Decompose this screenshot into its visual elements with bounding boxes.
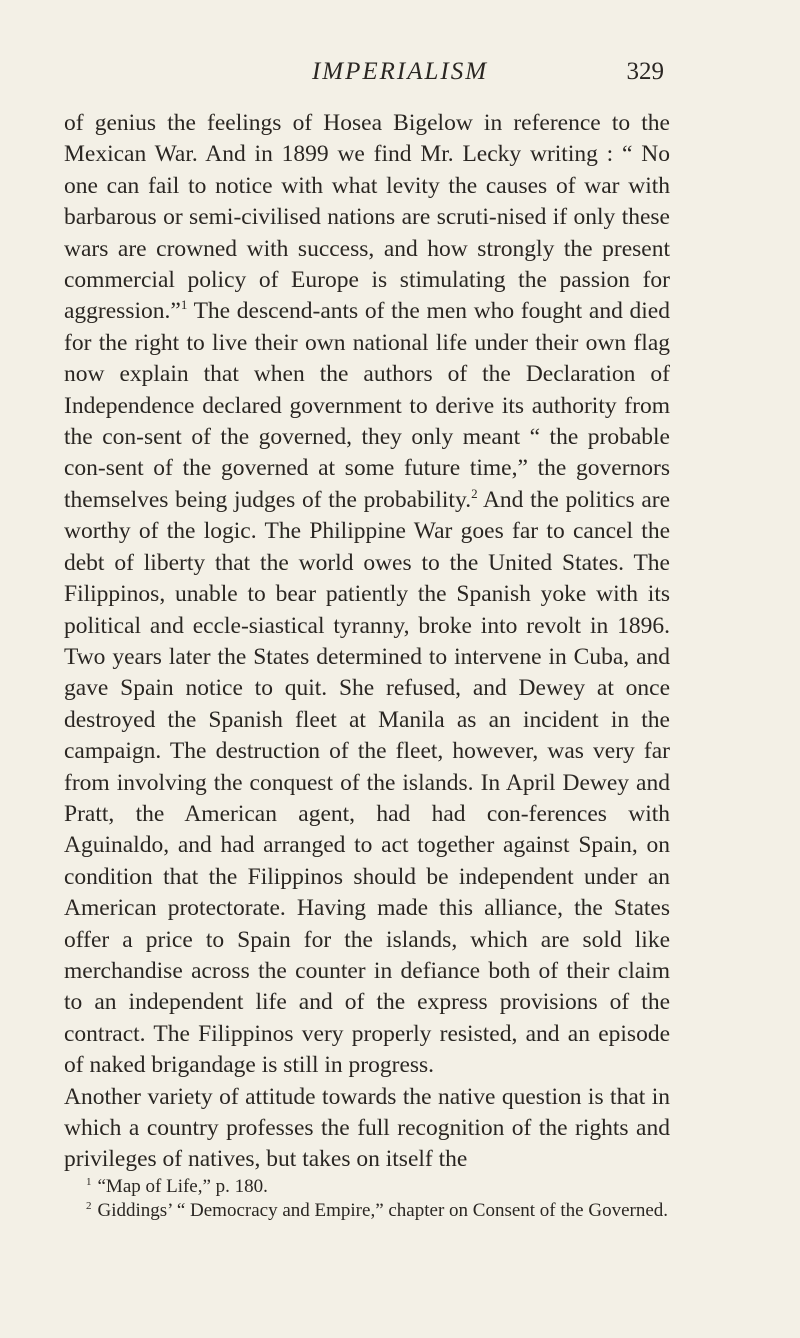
footnotes <box>64 1175 670 1222</box>
paragraph-text: The descend-ants of the men who fought and died for the right to live their own national life under their own flag now explain that when the authors of the Declaration of Independence declared government to derive its authority from the con-sent of the governed, they only meant “ the probable con-sent of the governed at some future time,” the governors themselves being judges of the probability. <box>64 298 670 513</box>
body-text <box>64 108 670 1176</box>
footnote-ref: 2 <box>471 485 478 501</box>
footnote <box>64 1175 670 1199</box>
paragraph <box>64 108 670 1082</box>
paragraph-text: of genius the feelings of Hosea Bigelow in reference to the Mexican War. And in 1899 we find Mr. Lecky writing : “ No one can fail to notice with what levity the causes of war with barbarous or semi-civilised nations are scruti-nised if only these wars are crowned with success, and how strongly the present commercial policy of Europe is stimulating the passion for aggression.” <box>64 110 670 325</box>
footnote <box>64 1199 670 1223</box>
page-number: 329 <box>626 58 664 85</box>
footnote-marker: 2 <box>86 1199 92 1212</box>
paragraph-text: And the politics are worthy of the logic. The Philippine War goes far to cancel the debt of liberty that the world owes to the United States. The Filippinos, unable to bear patiently the Spanish yoke with its political and eccle-siastical tyranny, broke into revolt in 1896. Two years later the States determined to intervene in Cuba, and gave Spain notice to quit. She refused, and Dewey at once destroyed the Spanish fleet at Manila as an incident in the campaign. The destruction of the fleet, however, was very far from involving the conquest of the islands. In April Dewey and Pratt, the American agent, had had con-ferences with Aguinaldo, and had arranged to act together against Spain, on condition that the Filippinos should be independent under an American protectorate. Having made this alliance, the States offer a price to Spain for the islands, which are sold like merchandise across the counter in defiance both of their claim to an independent life and of the express provisions of the contract. The Filippinos very properly resisted, and an episode of naked brigandage is still in progress. <box>64 486 671 1079</box>
page-header <box>0 58 800 92</box>
paragraph: Another variety of attitude towards the native question is that in which a country professes the full recognition of the rights and privileges of natives, but takes on itself the <box>64 1083 670 1173</box>
footnote-marker: 1 <box>86 1176 92 1188</box>
footnote-text: Giddings’ “ Democracy and Empire,” chapter on Consent of the Governed. <box>97 1199 669 1221</box>
footnote-text: “Map of Life,” p. 180. <box>97 1176 268 1197</box>
running-head: IMPERIALISM <box>311 58 489 85</box>
footnote-ref: 1 <box>180 297 188 313</box>
